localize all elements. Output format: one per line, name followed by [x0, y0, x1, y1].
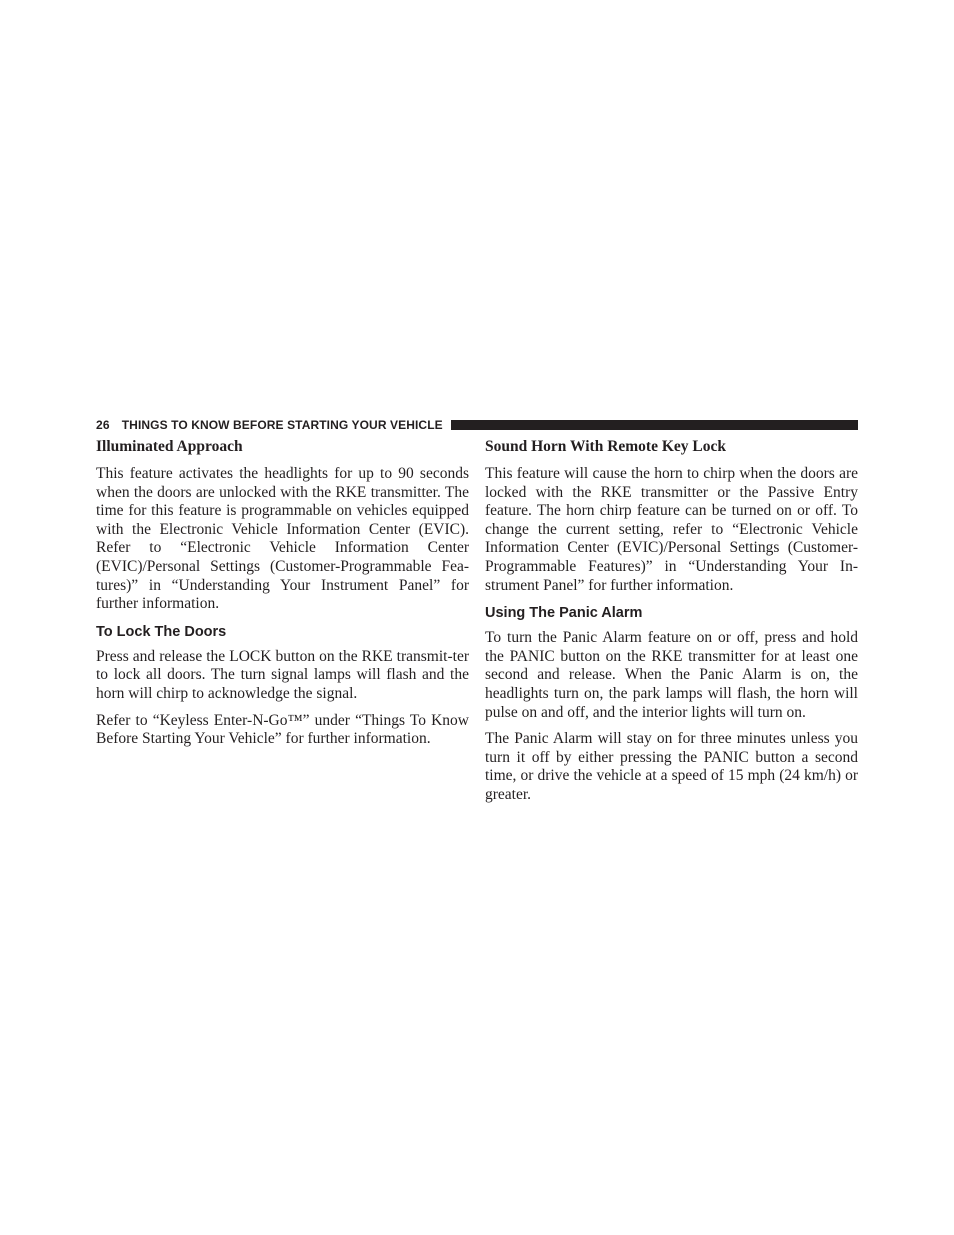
sound-horn-body: This feature will cause the horn to chirp when the doors are locked with the RKE transmitter or the Passive Entry feature. The horn chirp feature can be turned on or off. To change the current setting, refer to “Electronic Vehicle Information Center (EVIC)/Personal Settings (Customer-Programmable Features)” in “Understanding Your In-strument Panel” for further information. — [485, 465, 858, 594]
section-title: THINGS TO KNOW BEFORE STARTING YOUR VEHICLE — [121, 417, 443, 432]
header-rule — [451, 420, 858, 430]
lock-doors-body: Press and release the LOCK button on the RKE transmit-ter to lock all doors. The turn signal lamps will flash and the horn will chirp to acknowledge the signal. — [96, 647, 469, 702]
left-column — [96, 437, 469, 757]
right-column — [485, 437, 858, 813]
panic-alarm-heading: Using The Panic Alarm — [485, 605, 643, 622]
sound-horn-heading: Sound Horn With Remote Key Lock — [485, 438, 726, 455]
page-header — [96, 417, 858, 432]
page-number: 26 — [96, 417, 110, 432]
keyless-reference: Refer to “Keyless Enter-N-Go™” under “Things To Know Before Starting Your Vehicle” for further information. — [96, 711, 469, 748]
lock-doors-heading: To Lock The Doors — [96, 623, 227, 640]
panic-alarm-body-2: The Panic Alarm will stay on for three minutes unless you turn it off by either pressing the PANIC button a second time, or drive the vehicle at a speed of 15 mph (24 km/h) or greater. — [485, 730, 858, 803]
illuminated-approach-heading: Illuminated Approach — [96, 438, 243, 455]
panic-alarm-body-1: To turn the Panic Alarm feature on or off, press and hold the PANIC button on the RKE transmitter for at least one second and release. When the Panic Alarm is on, the headlights turn on, the park lamps will flash, the horn will pulse on and off, and the interior lights will turn on. — [485, 629, 858, 721]
illuminated-approach-body: This feature activates the headlights for up to 90 seconds when the doors are unlocked with the RKE transmitter. The time for this feature is programmable on vehicles equipped with the Electronic Vehicle Information Center (EVIC). Refer to “Electronic Vehicle Information Center (EVIC)/Personal Settings (Customer-Programmable Fea-tures)” in “Understanding Your Instrument Panel” for further information. — [96, 465, 469, 613]
